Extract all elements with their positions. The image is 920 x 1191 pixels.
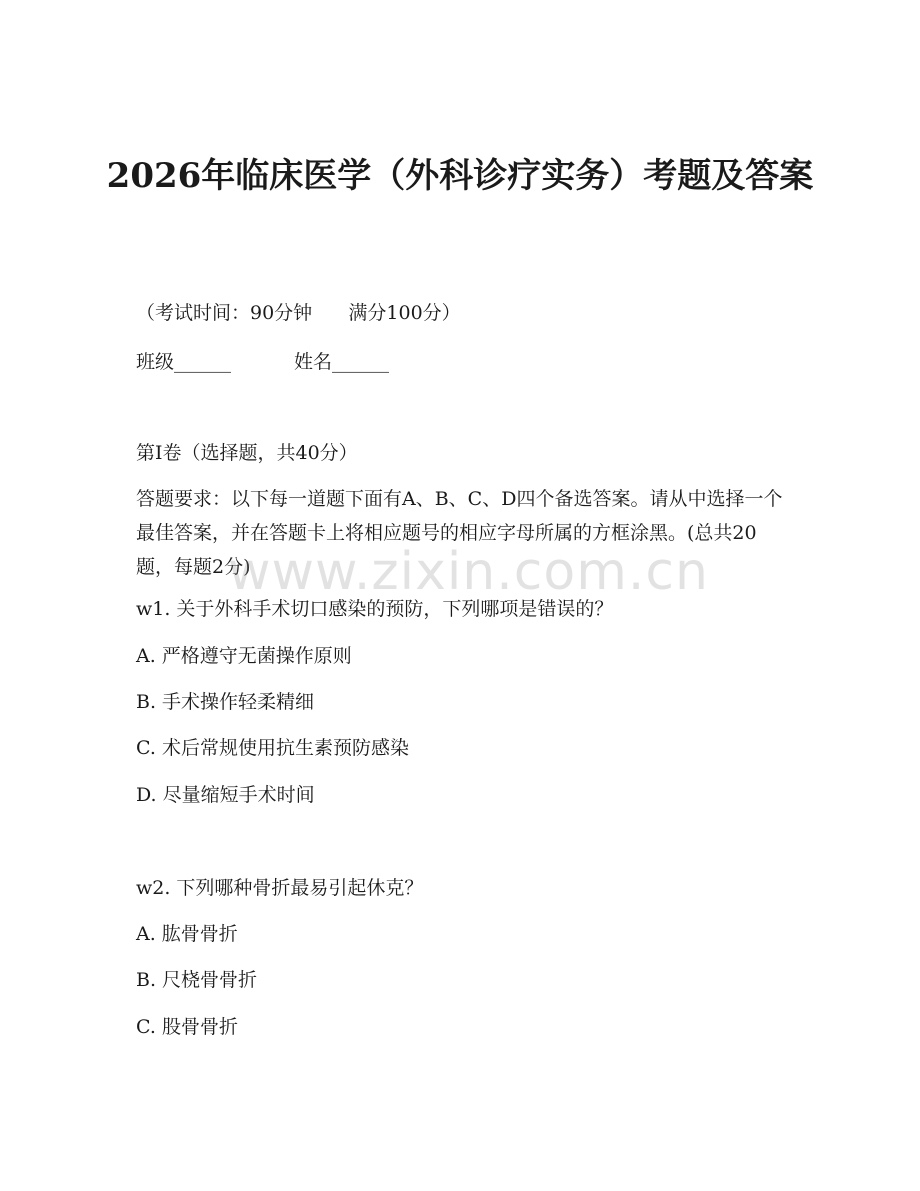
name-field: 姓名______ (294, 351, 390, 373)
question-1-option-a: A. 严格遵守无菌操作原则 (136, 645, 352, 667)
exam-info: （考试时间：90分钟 满分100分） (136, 302, 461, 324)
page-title: 2026年临床医学（外科诊疗实务）考题及答案 (106, 156, 814, 196)
question-1-option-d: D. 尽量缩短手术时间 (136, 784, 315, 806)
class-field: 班级______ (136, 351, 232, 373)
question-1-option-c: C. 术后常规使用抗生素预防感染 (136, 737, 409, 759)
instructions: 答题要求：以下每一道题下面有A、B、C、D四个备选答案。请从中选择一个最佳答案，并在答题卡上将相应题号的相应字母所属的方框涂黑。(总共20题，每题2分) (136, 488, 783, 578)
question-2-option-b: B. 尺桡骨骨折 (136, 969, 258, 991)
section-heading: 第I卷（选择题，共40分） (136, 442, 358, 464)
question-2-option-c: C. 股骨骨折 (136, 1016, 238, 1038)
watermark: www.zixin.com.cn (228, 542, 709, 602)
question-2-stem: w2. 下列哪种骨折最易引起休克？ (136, 877, 424, 899)
question-1-option-b: B. 手术操作轻柔精细 (136, 691, 315, 713)
question-2-option-a: A. 肱骨骨折 (136, 923, 238, 945)
question-1-stem: w1. 关于外科手术切口感染的预防，下列哪项是错误的？ (136, 598, 614, 620)
